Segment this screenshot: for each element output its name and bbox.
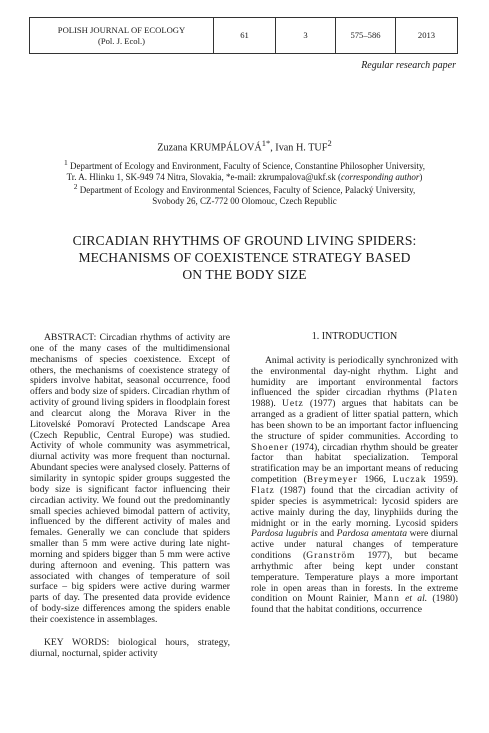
citation-author: Flatz bbox=[251, 484, 275, 496]
abstract-block bbox=[30, 333, 230, 626]
citation-author: Luczak bbox=[392, 474, 427, 486]
citation-author: Breymeyer bbox=[306, 474, 358, 486]
affiliation-1-mark: 1 bbox=[63, 158, 68, 167]
author-separator: , bbox=[270, 142, 276, 154]
intro-text: were diurnal active under natural changes of temperature conditions ( bbox=[251, 528, 458, 562]
left-column bbox=[30, 333, 230, 659]
introduction-body bbox=[251, 356, 458, 616]
citation-author: Mann bbox=[373, 593, 400, 605]
author-list bbox=[0, 138, 489, 153]
species-name: Pardosa lugubris bbox=[251, 528, 318, 540]
affiliation-1 bbox=[30, 157, 459, 184]
author-2: Ivan H. TUF bbox=[275, 142, 328, 154]
title-line-2: MECHANISMS OF COEXISTENCE STRATEGY BASED bbox=[78, 250, 411, 266]
author-1-mark: 1* bbox=[261, 138, 271, 148]
citation-author: Shoener bbox=[251, 441, 289, 453]
title-line-1: CIRCADIAN RHYTHMS OF GROUND LIVING SPIDERS: bbox=[72, 233, 417, 248]
intro-text: 1988). bbox=[251, 398, 282, 410]
paper-type: Regular research paper bbox=[361, 60, 456, 71]
intro-text: (1974), circadian rhythm should be greater factor than habitat specialization. Temporal stratification may be an important means of reducing competition ( bbox=[251, 441, 458, 486]
species-name: Pardosa amentata bbox=[336, 528, 408, 540]
journal-name: POLISH JOURNAL OF ECOLOGY bbox=[57, 24, 186, 35]
citation-author: Uetz bbox=[282, 398, 304, 410]
intro-text: 1977), but became arrhythmic after being kept under constant temperature. Temperature plays a more important role in open areas than in forests. In the extreme condition on Mount Rainier, bbox=[251, 550, 458, 605]
affiliation-2-line1: Department of Ecology and Environmental Sciences, Faculty of Science, Palacký University, bbox=[77, 185, 416, 195]
intro-text: (1977) argues that habitats can be arranged as a gradient of litter spatial pattern, which has been shown to be an important factor influencing the structure of spider communities. According to bbox=[251, 398, 458, 442]
author-1: Zuzana KRUMPÁLOVÁ bbox=[157, 142, 262, 154]
paper-title bbox=[30, 232, 459, 284]
citation-author: Platen bbox=[428, 387, 458, 399]
affiliation-1-line1: Department of Ecology and Environment, Faculty of Science, Constantine Philosopher University, bbox=[67, 161, 426, 171]
journal-abbrev: (Pol. J. Ecol.) bbox=[97, 35, 146, 46]
affiliation-1-line2: Tr. A. Hlinku 1, SK-949 74 Nitra, Slovakia, *e-mail: zkrumpalova@ukf.sk ( bbox=[66, 172, 341, 183]
affiliation-1-close-paren: ) bbox=[419, 172, 423, 183]
affiliation-2-line2: Svobody 26, CZ-772 00 Olomouc, Czech Republic bbox=[152, 196, 337, 207]
keywords-block bbox=[30, 638, 230, 660]
abstract-text: ABSTRACT: Circadian rhythms of activity are one of the many cases of the multidimensional mechanisms of species coexistence. Except of others, the mechanisms of coexistence strategy of spiders involve habitat, seasonal occurrence, food offers and body size of spiders. Circadian rhythm of activity of ground living spiders in floodplain forest and clearcut along the Morava River in the Litovelské Pomoraví Protected Landscape Area (Czech Republic, Central Europe) was studied. Activity of whole community was asymmetrical, diurnal activity was more frequent than nocturnal. Abundant species were analysed closely. Patterns of similarity in syntopic spider groups suggested the body size is significant factor influencing their circadian activity. We found out the predominantly small species achieved bimodal pattern of activity, influenced by the different activity of males and females. Generally we can conclude that spiders smaller than 5 mm were active during late night-morning and spiders bigger than 5 mm were active during afternoon and evening. This pattern was associated with changes of temperature of soil surface – big spiders were active during warmer parts of day. The presented data provide evidence of body-size differences among the spiders enable their coexistence in assemblages. bbox=[30, 332, 230, 625]
introduction-paragraph bbox=[251, 356, 458, 616]
author-2-mark: 2 bbox=[327, 138, 332, 148]
issue-cell: 3 bbox=[276, 18, 336, 54]
journal-header-table bbox=[29, 17, 458, 54]
intro-text: (1980) found that the habitat conditions, occurrence bbox=[251, 593, 458, 616]
keywords-text: KEY WORDS: biological hours, strategy, diurnal, nocturnal, spider activity bbox=[30, 636, 230, 659]
intro-text: (1987) found that the circadian activity of spider species is asymmetrical: lycosid spiders are active mainly during the day, linyphiids during the midnight or in the early morning. Lycosid spiders bbox=[251, 484, 458, 529]
journal-name-cell bbox=[30, 18, 214, 54]
pages-cell: 575–586 bbox=[336, 18, 396, 54]
citation-et-al: et al. bbox=[405, 593, 428, 605]
affiliation-2-mark: 2 bbox=[73, 182, 78, 191]
introduction-heading: 1. INTRODUCTION bbox=[311, 331, 398, 342]
intro-text: 1966, bbox=[357, 474, 393, 486]
right-column bbox=[251, 333, 458, 616]
intro-text: 1959). bbox=[426, 474, 458, 486]
intro-text: Animal activity is periodically synchronized with the environmental day-night rhythm. Light and humidity are important environmental factors influenced the spider circadian rhythms ( bbox=[251, 354, 458, 399]
corresponding-author-note: corresponding author bbox=[341, 172, 420, 183]
year-cell: 2013 bbox=[396, 18, 458, 54]
affiliation-2 bbox=[30, 181, 459, 208]
volume-cell: 61 bbox=[214, 18, 276, 54]
intro-text: and bbox=[317, 528, 337, 540]
citation-author: Granström bbox=[306, 550, 356, 562]
title-line-3: ON THE BODY SIZE bbox=[182, 267, 307, 283]
